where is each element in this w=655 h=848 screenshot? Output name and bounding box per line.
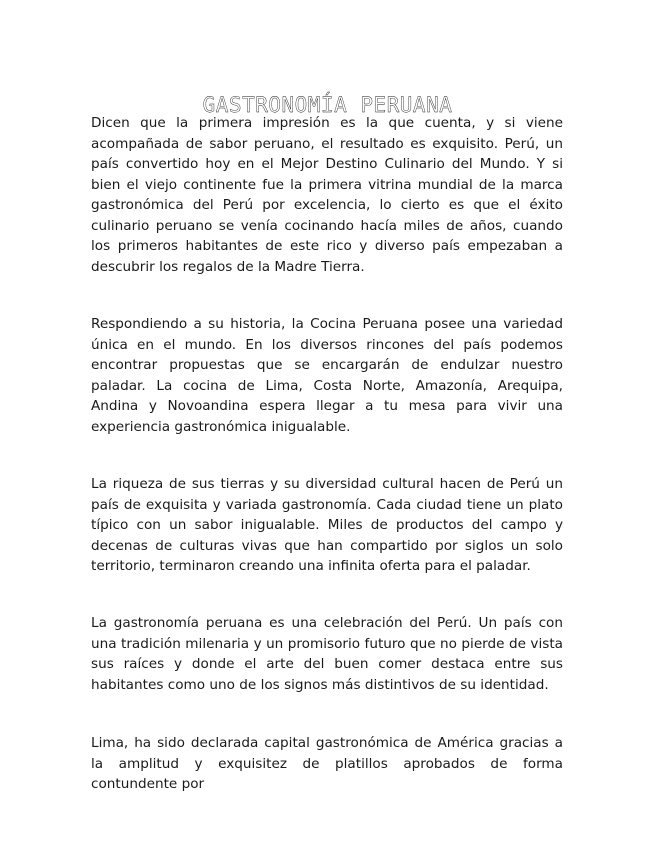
paragraph-1: Dicen que la primera impresión es la que cuenta, y si viene acompañada de sabor peruano, el resultado es exquisito. Perú, un país convertido hoy en el Mejor Destino Culinario del Mundo. Y si bien el viejo continente fue la primera vitrina mundial de la marca gastronómica del Perú por excelencia, lo cierto es que el éxito culinario peruano se venía cocinando hacía miles de años, cuando los primeros habitantes de este rico y diverso país empezaban a descubrir los regalos de la Madre Tierra.	[91, 115, 563, 275]
paragraph-2: Respondiendo a su historia, la Cocina Peruana posee una variedad única en el mundo. En los diversos rincones del país podemos encontrar propuestas que se encargarán de endulzar nuestro paladar. La cocina de Lima, Costa Norte, Amazonía, Arequipa, Andina y Novoandina espera llegar a tu mesa para vivir una experiencia gastronómica inigualable.	[91, 316, 563, 435]
page-title: GASTRONOMÍA PERUANA	[202, 93, 453, 118]
paragraph-3: La riqueza de sus tierras y su diversidad cultural hacen de Perú un país de exquisita y variada gastronomía. Cada ciudad tiene un plato típico con un sabor inigualable. Miles de productos del campo y decenas de culturas vivas que han compartido por siglos un solo territorio, terminaron creando una infinita oferta para el paladar.	[91, 476, 563, 574]
paragraph-5: Lima, ha sido declarada capital gastronómica de América gracias a la amplitud y exquisitez de platillos aprobados de forma contundente por	[91, 735, 563, 792]
paragraph-4: La gastronomía peruana es una celebración del Perú. Un país con una tradición milenaria y un promisorio futuro que no pierde de vista sus raíces y donde el arte del buen comer destaca entre sus habitantes como uno de los signos más distintivos de su identidad.	[91, 615, 563, 693]
